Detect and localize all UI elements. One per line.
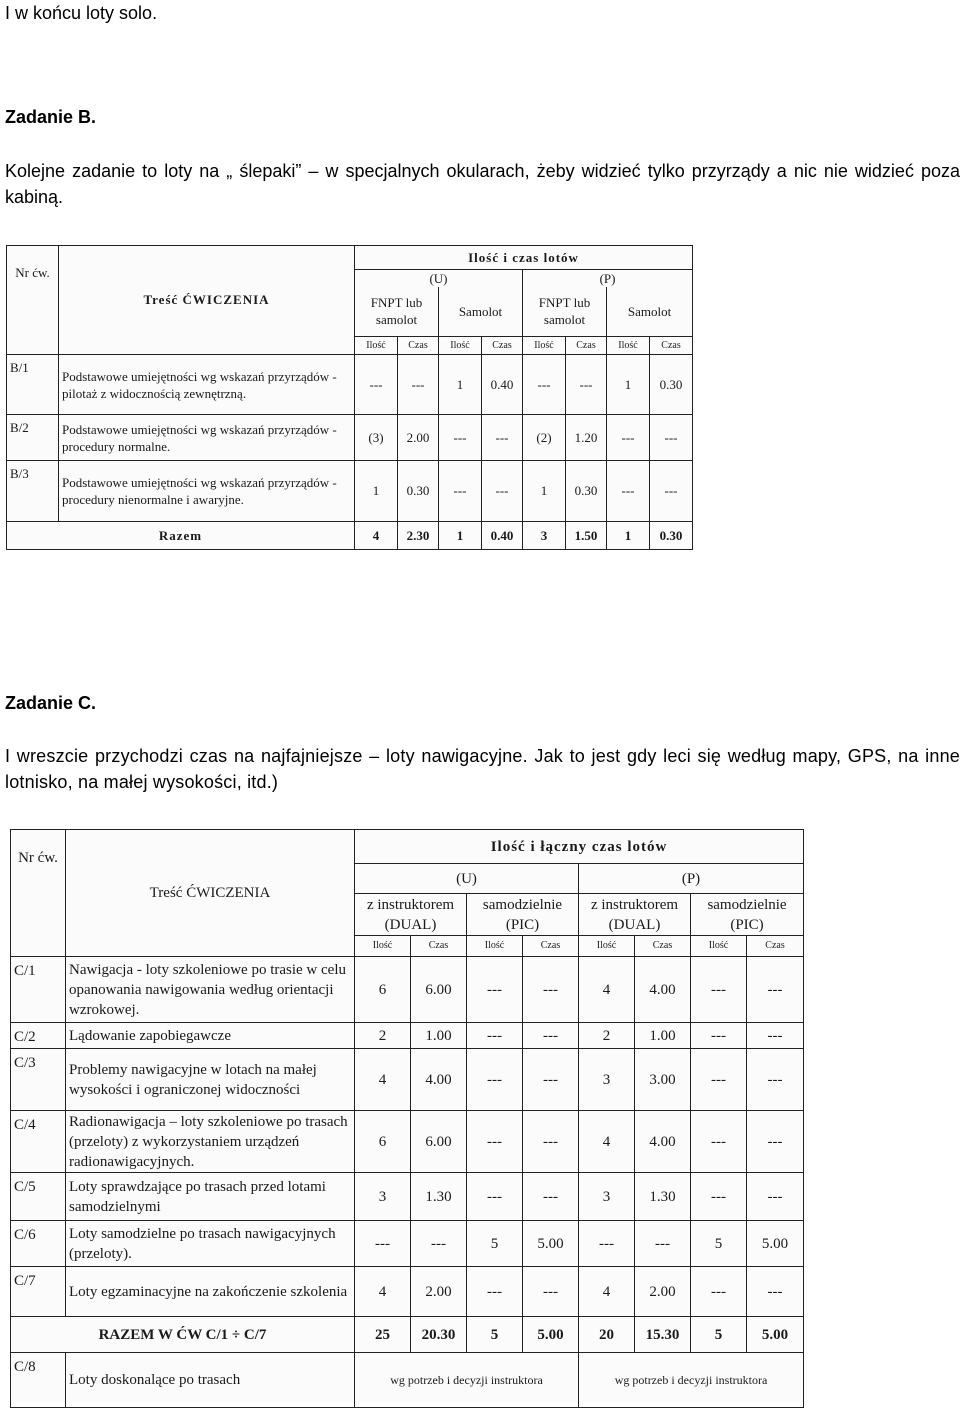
cell: 1 [355, 460, 398, 521]
cell: 0.30 [398, 460, 439, 521]
p-col-samolot: Samolot [607, 287, 693, 336]
row-nr: B/3 [7, 460, 59, 521]
total-cell: 0.30 [650, 521, 693, 549]
u-label: (U) [355, 864, 579, 894]
cell: --- [523, 1023, 579, 1049]
cell: --- [691, 1111, 747, 1173]
cell: 1 [607, 354, 650, 415]
cell: 5 [467, 1221, 523, 1267]
sub-czas: Czas [398, 336, 439, 354]
zadanie-c-description: I wreszcie przychodzi czas na najfajniejsze – loty nawigacyjne. Jak to jest gdy leci się według mapy, GPS, na inne lotnisko, na małej wysokości, itd.) [5, 746, 960, 792]
cell: --- [355, 1221, 411, 1267]
u-note: wg potrzeb i decyzji instruktora [355, 1353, 579, 1408]
cell: --- [411, 1221, 467, 1267]
cell: (3) [355, 415, 398, 461]
cell: 1.30 [411, 1173, 467, 1221]
cell: --- [439, 415, 482, 461]
cell: --- [747, 1173, 804, 1221]
p-label: (P) [579, 864, 804, 894]
p-col-fnpt: FNPT lub samolot [523, 287, 607, 336]
p-note: wg potrzeb i decyzji instruktora [579, 1353, 804, 1408]
table-row [11, 1221, 804, 1267]
cell: --- [482, 415, 523, 461]
sub-ilosc: Ilość [439, 336, 482, 354]
cell: --- [467, 1267, 523, 1317]
row-nr: B/1 [7, 354, 59, 415]
group-header: Ilość i łączny czas lotów [355, 830, 804, 864]
cell: --- [691, 1173, 747, 1221]
exercise-table-c [10, 829, 803, 1402]
row-nr: C/5 [11, 1173, 66, 1221]
cell: 4 [579, 1267, 635, 1317]
row-nr: C/2 [11, 1023, 66, 1049]
cell: 2.00 [398, 415, 439, 461]
cell: --- [747, 1111, 804, 1173]
exercise-table-b [6, 245, 692, 550]
total-cell: 25 [355, 1317, 411, 1353]
table-row [7, 354, 693, 415]
cell: --- [635, 1221, 691, 1267]
row-text: Radionawigacja – loty szkoleniowe po trasach (przeloty) z wykorzystaniem urządzeń radionawigacyjnych. [66, 1111, 355, 1173]
row-text: Loty doskonalące po trasach [66, 1353, 355, 1408]
row-text: Nawigacja - loty szkoleniowe po trasie w celu opanowania nawigowania według orientacji wzrokowej. [66, 957, 355, 1023]
total-cell: 4 [355, 521, 398, 549]
cell: --- [650, 415, 693, 461]
cell: 3 [579, 1049, 635, 1111]
cell: 1.00 [635, 1023, 691, 1049]
p-col-pic: samodzielnie (PIC) [691, 894, 804, 936]
row-text: Podstawowe umiejętności wg wskazań przyrządów - pilotaż z widocznością zewnętrzną. [59, 354, 355, 415]
cell: 4.00 [635, 1111, 691, 1173]
table-row [11, 1353, 804, 1408]
cell: --- [467, 1173, 523, 1221]
sub-ilosc: Ilość [467, 936, 523, 957]
cell: --- [523, 1049, 579, 1111]
row-nr: C/4 [11, 1111, 66, 1173]
total-cell: 20.30 [411, 1317, 467, 1353]
cell: 4.00 [635, 957, 691, 1023]
cell: 6.00 [411, 1111, 467, 1173]
sub-czas: Czas [566, 336, 607, 354]
cell: --- [467, 1049, 523, 1111]
total-label: RAZEM W ĆW C/1 ÷ C/7 [11, 1317, 355, 1353]
cell: 4.00 [411, 1049, 467, 1111]
total-cell: 15.30 [635, 1317, 691, 1353]
cell: --- [467, 957, 523, 1023]
total-cell: 1 [607, 521, 650, 549]
cell: 5 [691, 1221, 747, 1267]
sub-ilosc: Ilość [607, 336, 650, 354]
table-row [7, 415, 693, 461]
u-col-fnpt: FNPT lub samolot [355, 287, 439, 336]
sub-ilosc: Ilość [691, 936, 747, 957]
row-text: Podstawowe umiejętności wg wskazań przyrządów - procedury nienormalne i awaryjne. [59, 460, 355, 521]
intro-line: I w końcu loty solo. [5, 3, 158, 23]
cell: 2.00 [411, 1267, 467, 1317]
cell: --- [523, 1173, 579, 1221]
cell: 4 [579, 957, 635, 1023]
content-header: Treść ĆWICZENIA [59, 246, 355, 355]
sub-czas: Czas [411, 936, 467, 957]
row-nr: C/8 [11, 1353, 66, 1408]
total-label: Razem [7, 521, 355, 549]
cell: 0.30 [566, 460, 607, 521]
cell: 5.00 [523, 1221, 579, 1267]
cell: 4 [355, 1049, 411, 1111]
total-cell: 1.50 [566, 521, 607, 549]
content-header: Treść ĆWICZENIA [66, 830, 355, 957]
row-text: Podstawowe umiejętności wg wskazań przyrządów - procedury normalne. [59, 415, 355, 461]
row-nr: C/3 [11, 1049, 66, 1111]
table-row [11, 957, 804, 1023]
cell: 6 [355, 1111, 411, 1173]
row-nr: C/6 [11, 1221, 66, 1267]
sub-czas: Czas [747, 936, 804, 957]
row-text: Lądowanie zapobiegawcze [66, 1023, 355, 1049]
total-cell: 5.00 [523, 1317, 579, 1353]
cell: --- [650, 460, 693, 521]
cell: 6 [355, 957, 411, 1023]
table-row [11, 1267, 804, 1317]
sub-czas: Czas [650, 336, 693, 354]
u-col-pic: samodzielnie (PIC) [467, 894, 579, 936]
cell: --- [747, 957, 804, 1023]
group-header: Ilość i czas lotów [355, 246, 693, 270]
cell: --- [747, 1023, 804, 1049]
cell: 4 [579, 1111, 635, 1173]
row-nr: B/2 [7, 415, 59, 461]
cell: --- [691, 1267, 747, 1317]
cell: --- [747, 1267, 804, 1317]
zadanie-b-description: Kolejne zadanie to loty na „ ślepaki” – w specjalnych okularach, żeby widzieć tylko przyrządy a nic nie widzieć poza kabiną. [5, 161, 960, 207]
u-col-samolot: Samolot [439, 287, 523, 336]
total-cell: 5 [467, 1317, 523, 1353]
cell: 1.30 [635, 1173, 691, 1221]
cell: --- [482, 460, 523, 521]
total-cell: 2.30 [398, 521, 439, 549]
cell: 4 [355, 1267, 411, 1317]
table-row [11, 1173, 804, 1221]
zadanie-b-heading: Zadanie B. [5, 107, 97, 127]
cell: 0.30 [650, 354, 693, 415]
cell: 1.00 [411, 1023, 467, 1049]
zadanie-c-heading: Zadanie C. [5, 693, 97, 713]
cell: 3.00 [635, 1049, 691, 1111]
row-nr: C/7 [11, 1267, 66, 1317]
cell: 0.40 [482, 354, 523, 415]
cell: 2.00 [635, 1267, 691, 1317]
sub-czas: Czas [482, 336, 523, 354]
u-col-dual: z instruktorem (DUAL) [355, 894, 467, 936]
table-row [11, 1049, 804, 1111]
cell: --- [355, 354, 398, 415]
u-label: (U) [355, 270, 523, 288]
cell: 3 [355, 1173, 411, 1221]
cell: --- [523, 1267, 579, 1317]
sub-ilosc: Ilość [355, 336, 398, 354]
row-nr: C/1 [11, 957, 66, 1023]
total-row [11, 1317, 804, 1353]
cell: --- [747, 1049, 804, 1111]
row-text: Loty sprawdzające po trasach przed lotami samodzielnymi [66, 1173, 355, 1221]
total-cell: 3 [523, 521, 566, 549]
row-text: Loty egzaminacyjne na zakończenie szkolenia [66, 1267, 355, 1317]
cell: 1.20 [566, 415, 607, 461]
cell: --- [607, 460, 650, 521]
cell: 2 [355, 1023, 411, 1049]
cell: 1 [523, 460, 566, 521]
total-cell: 1 [439, 521, 482, 549]
cell: --- [607, 415, 650, 461]
sub-czas: Czas [523, 936, 579, 957]
total-row [7, 521, 693, 549]
cell: --- [579, 1221, 635, 1267]
cell: --- [691, 1049, 747, 1111]
nr-header: Nr ćw. [11, 830, 66, 957]
total-cell: 5 [691, 1317, 747, 1353]
sub-czas: Czas [635, 936, 691, 957]
cell: --- [566, 354, 607, 415]
cell: 6.00 [411, 957, 467, 1023]
cell: --- [439, 460, 482, 521]
cell: --- [691, 1023, 747, 1049]
cell: --- [467, 1111, 523, 1173]
row-text: Problemy nawigacyjne w lotach na małej wysokości i ograniczonej widoczności [66, 1049, 355, 1111]
total-cell: 5.00 [747, 1317, 804, 1353]
nr-header: Nr ćw. [7, 246, 59, 355]
cell: 1 [439, 354, 482, 415]
table-row [7, 460, 693, 521]
cell: 5.00 [747, 1221, 804, 1267]
cell: --- [691, 957, 747, 1023]
cell: --- [467, 1023, 523, 1049]
cell: --- [523, 1111, 579, 1173]
cell: (2) [523, 415, 566, 461]
sub-ilosc: Ilość [355, 936, 411, 957]
table-row [11, 1023, 804, 1049]
table-row [11, 1111, 804, 1173]
row-text: Loty samodzielne po trasach nawigacyjnych (przeloty). [66, 1221, 355, 1267]
p-label: (P) [523, 270, 693, 288]
cell: 2 [579, 1023, 635, 1049]
total-cell: 0.40 [482, 521, 523, 549]
cell: 3 [579, 1173, 635, 1221]
sub-ilosc: Ilość [523, 336, 566, 354]
cell: --- [523, 957, 579, 1023]
p-col-dual: z instruktorem (DUAL) [579, 894, 691, 936]
total-cell: 20 [579, 1317, 635, 1353]
cell: --- [523, 354, 566, 415]
cell: --- [398, 354, 439, 415]
sub-ilosc: Ilość [579, 936, 635, 957]
